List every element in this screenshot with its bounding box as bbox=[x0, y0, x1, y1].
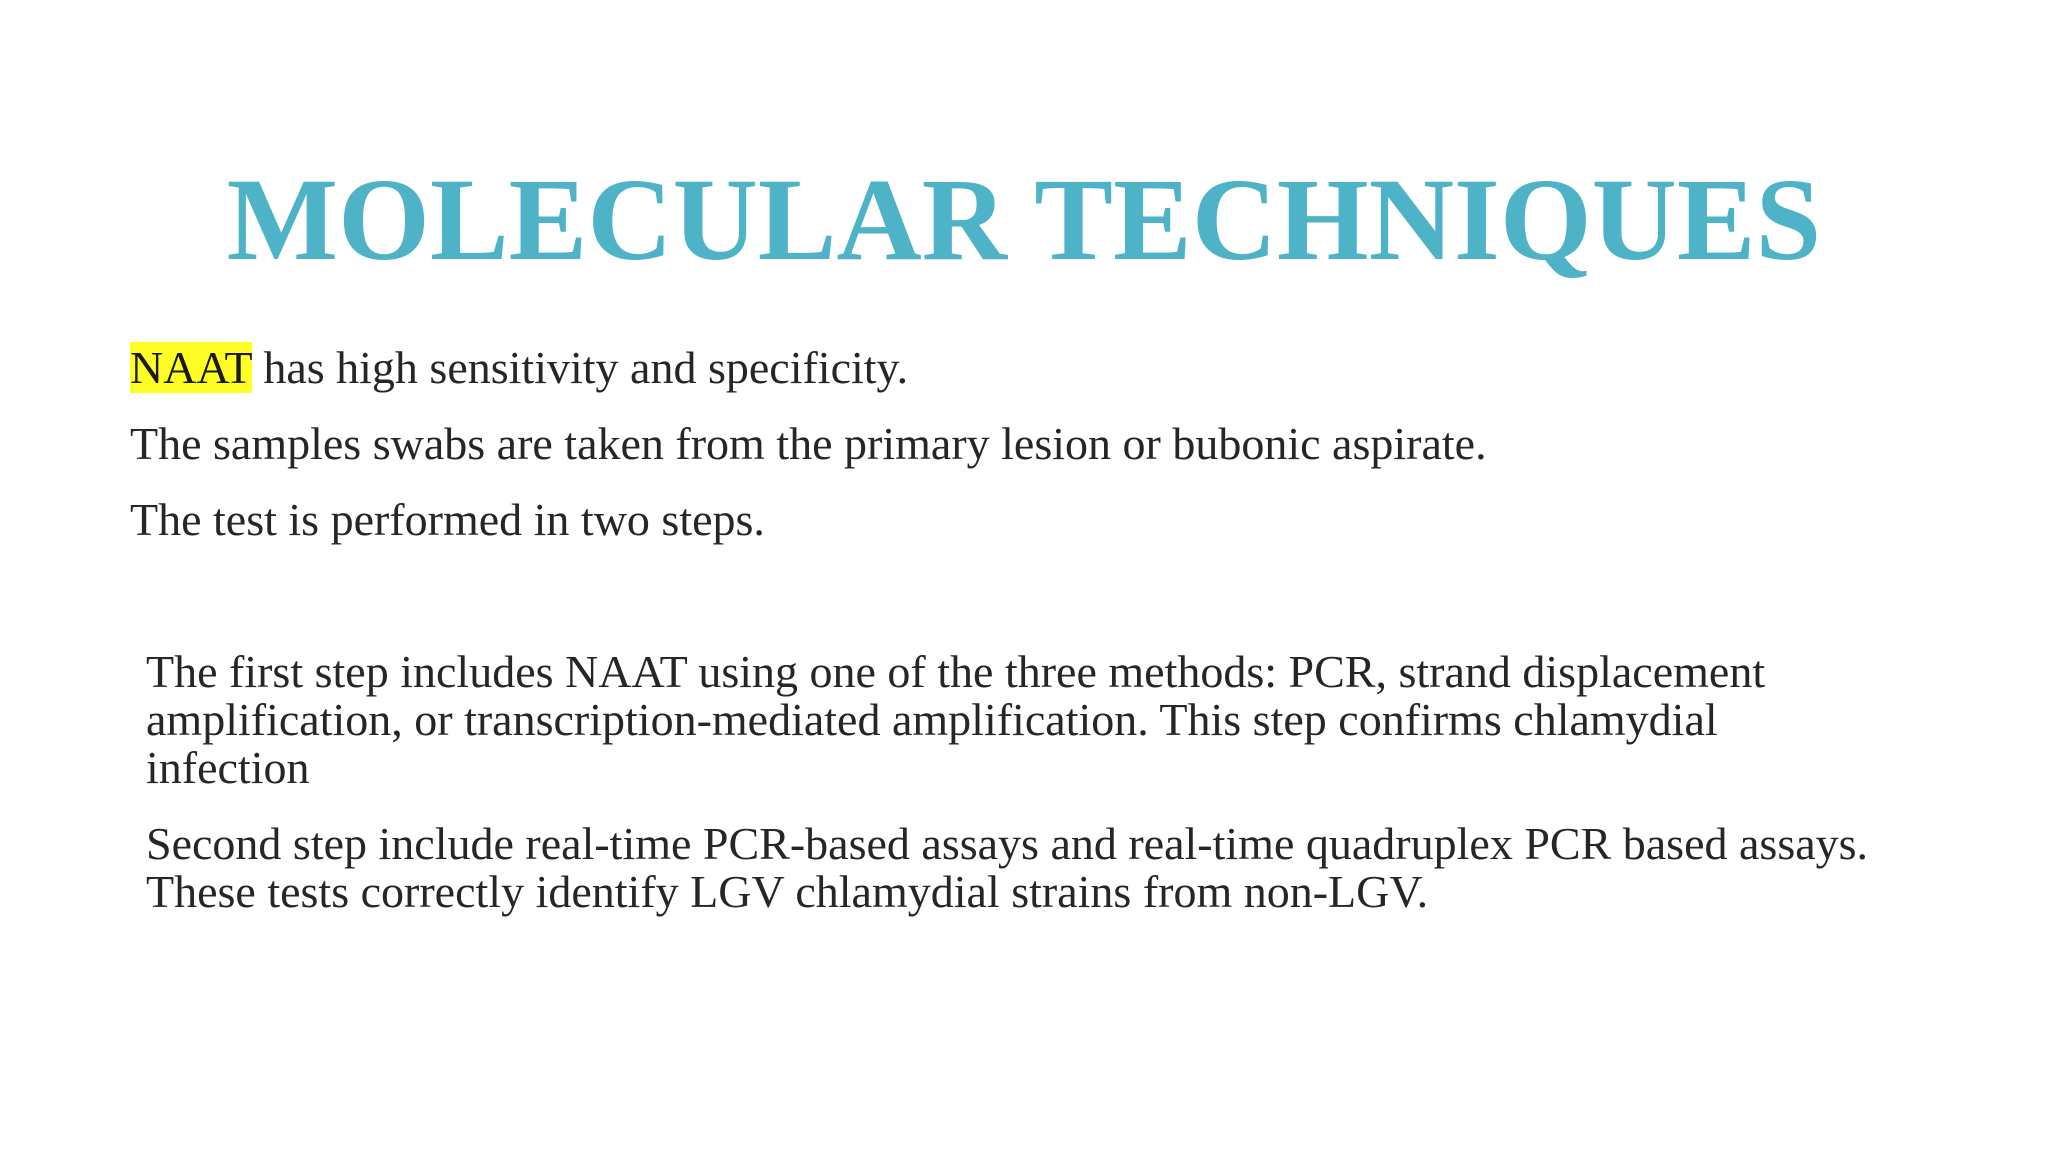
step-one-line: infection bbox=[146, 742, 310, 793]
slide-title: MOLECULAR TECHNIQUES bbox=[226, 154, 1822, 285]
step-one-paragraph bbox=[146, 648, 1946, 792]
bullet-samples: The samples swabs are taken from the primary lesion or bubonic aspirate. bbox=[130, 418, 1487, 469]
bullet-two-steps: The test is performed in two steps. bbox=[130, 494, 765, 545]
step-two-line: These tests correctly identify LGV chlamydial strains from non-LGV. bbox=[146, 866, 1429, 917]
steps-section bbox=[146, 648, 1946, 944]
bullet-naat bbox=[130, 340, 1930, 396]
highlighted-term-naat: NAAT bbox=[130, 342, 252, 393]
bullet-naat-text: has high sensitivity and specificity. bbox=[251, 342, 909, 393]
step-two-line: Second step include real-time PCR-based assays and real-time quadruplex PCR based assays. bbox=[146, 818, 1869, 869]
step-one-line: amplification, or transcription-mediated amplification. This step confirms chlamydial bbox=[146, 694, 1718, 745]
step-one-line: The first step includes NAAT using one of the three methods: PCR, strand displacement bbox=[146, 646, 1766, 697]
step-two-paragraph bbox=[146, 820, 1946, 916]
intro-bullets bbox=[130, 340, 1930, 568]
